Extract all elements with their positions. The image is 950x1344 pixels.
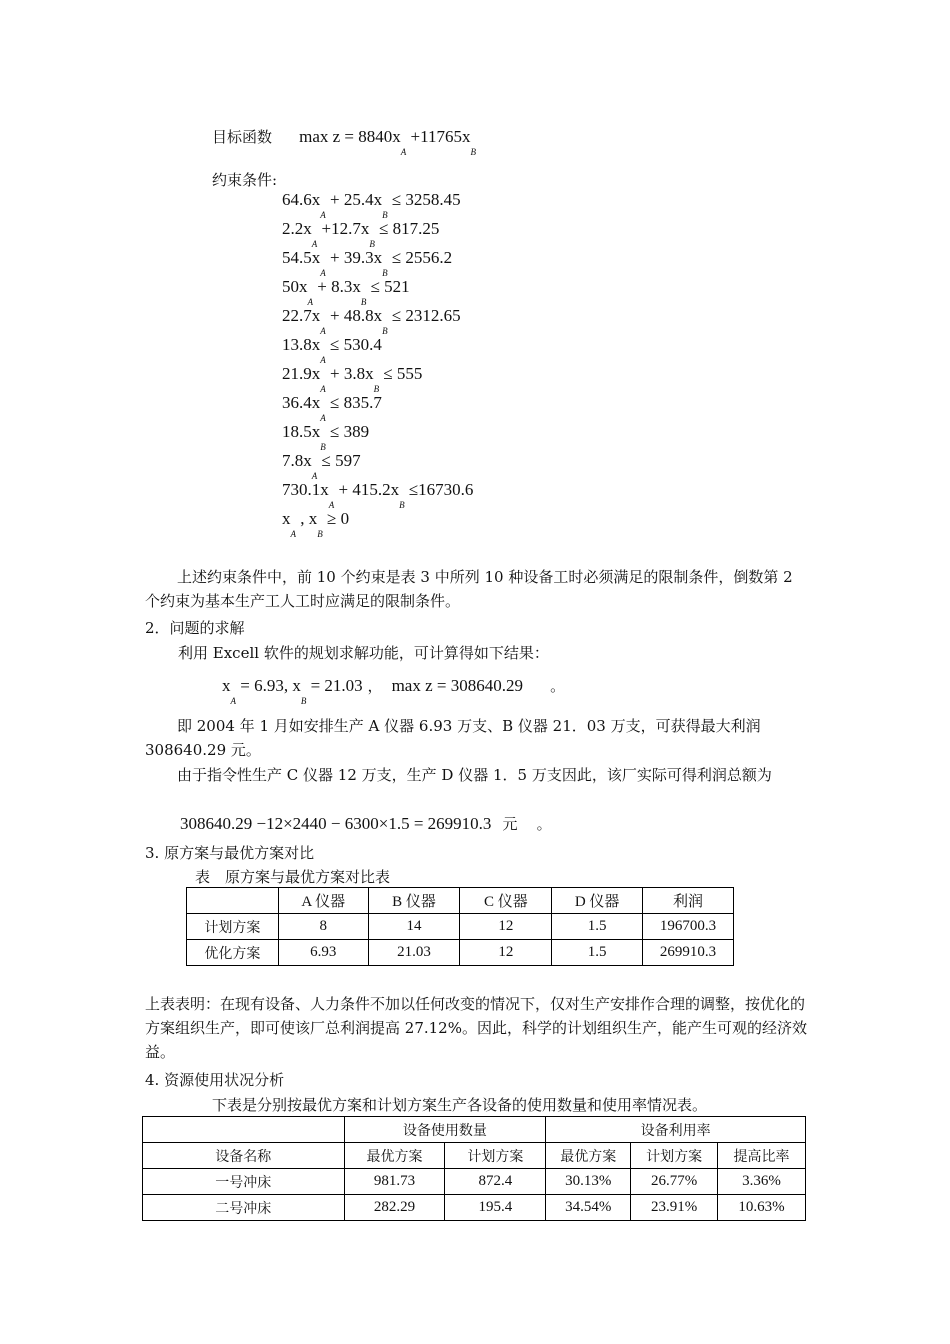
constraint-line: $21.9x_A + 3.8x_B \le 555$ <box>282 364 423 394</box>
objective-label: 目标函数 <box>212 128 273 146</box>
table-row: 优化方案 6.93 21.03 12 1.5 269910.3 <box>187 940 734 966</box>
paragraph-table-conclusion: 上表表明：在现有设备、人力条件不加以任何改变的情况下，仅对生产安排作合理的调整，按优化的方案组织生产，即可使该厂总利润提高 27.12%。因此，科学的计划组织生产，能产生可观的经济效益。 <box>145 995 807 1061</box>
paragraph-actual-profit: 由于指令性生产 C 仪器 12 万支，生产 D 仪器 1．5 万支因此，该厂实际可得利润总额为 <box>177 766 772 784</box>
constraint-line: $64.6x_A + 25.4x_B \le 3258.45$ <box>282 190 461 220</box>
table-header-row: A 仪器 B 仪器 C 仪器 D 仪器 利润 <box>187 888 734 914</box>
paragraph-plan-result: 即 2004 年 1 月如安排生产 A 仪器 6.93 万支、B 仪器 21．03 万支，可获得最大利润 308640.29 元。 <box>145 717 761 759</box>
table-header-row: 设备名称 最优方案 计划方案 最优方案 计划方案 提高比率 <box>143 1143 806 1169</box>
constraint-line: $18.5x_B \le 389$ <box>282 422 370 452</box>
constraint-line: $50x_A + 8.3x_B \le 521$ <box>282 277 410 307</box>
comparison-table <box>186 887 734 966</box>
constraints-label: 约束条件: <box>212 171 278 189</box>
section-heading-resources: 4. 资源使用状况分析 <box>145 1071 285 1089</box>
objective-expr-main: max z = 8840x <box>299 127 401 146</box>
table2-caption: 下表是分别按最优方案和计划方案生产各设备的使用数量和使用率情况表。 <box>212 1096 708 1114</box>
table-row: 计划方案 8 14 12 1.5 196700.3 <box>187 914 734 940</box>
paragraph-excel: 利用 Excell 软件的规划求解功能，可计算得如下结果： <box>178 644 549 662</box>
section-heading-compare: 3. 原方案与最优方案对比 <box>145 844 315 862</box>
constraint-line: $13.8x_A \le 530.4$ <box>282 335 382 365</box>
section-heading-solve: 2．问题的求解 <box>145 619 245 637</box>
table-row: 一号冲床 981.73 872.4 30.13% 26.77% 3.36% <box>143 1169 806 1195</box>
constraint-line: $7.8x_A \le 597$ <box>282 451 361 481</box>
table1-caption: 表 原方案与最优方案对比表 <box>195 868 391 886</box>
profit-expression: 308640.29 −12×2440 − 6300×1.5 = 269910.3 元 。 <box>180 814 552 833</box>
table-row: 二号冲床 282.29 195.4 34.54% 23.91% 10.63% <box>143 1195 806 1221</box>
objective-function: 目标函数 $\max z = 8840x_A +11765x_B$ <box>212 127 476 157</box>
constraint-line: $730.1x_A + 415.2x_B \le 16730.6$ <box>282 480 474 510</box>
constraint-line: $36.4x_A \le 835.7$ <box>282 393 382 423</box>
resource-usage-table <box>142 1116 806 1221</box>
constraint-line: $2.2x_A +12.7x_B \le 817.25$ <box>282 219 440 249</box>
constraint-line: $22.7x_A + 48.8x_B \le 2312.65$ <box>282 306 461 336</box>
table-group-header-row: 设备使用数量 设备利用率 <box>143 1117 806 1143</box>
result-line: $x_A = 6.93$, $x_B = 21.03$ ， max z = 308640.29 。 <box>222 676 566 706</box>
constraint-line: $x_A$ , $x_B \ge 0$ <box>282 509 350 539</box>
constraint-line: $54.5x_A + 39.3x_B \le 2556.2$ <box>282 248 453 278</box>
paragraph-constraints-note: 上述约束条件中，前 10 个约束是表 3 中所列 10 种设备工时必须满足的限制条件，倒数第 2 个约束为基本生产工人工时应满足的限制条件。 <box>145 568 793 610</box>
